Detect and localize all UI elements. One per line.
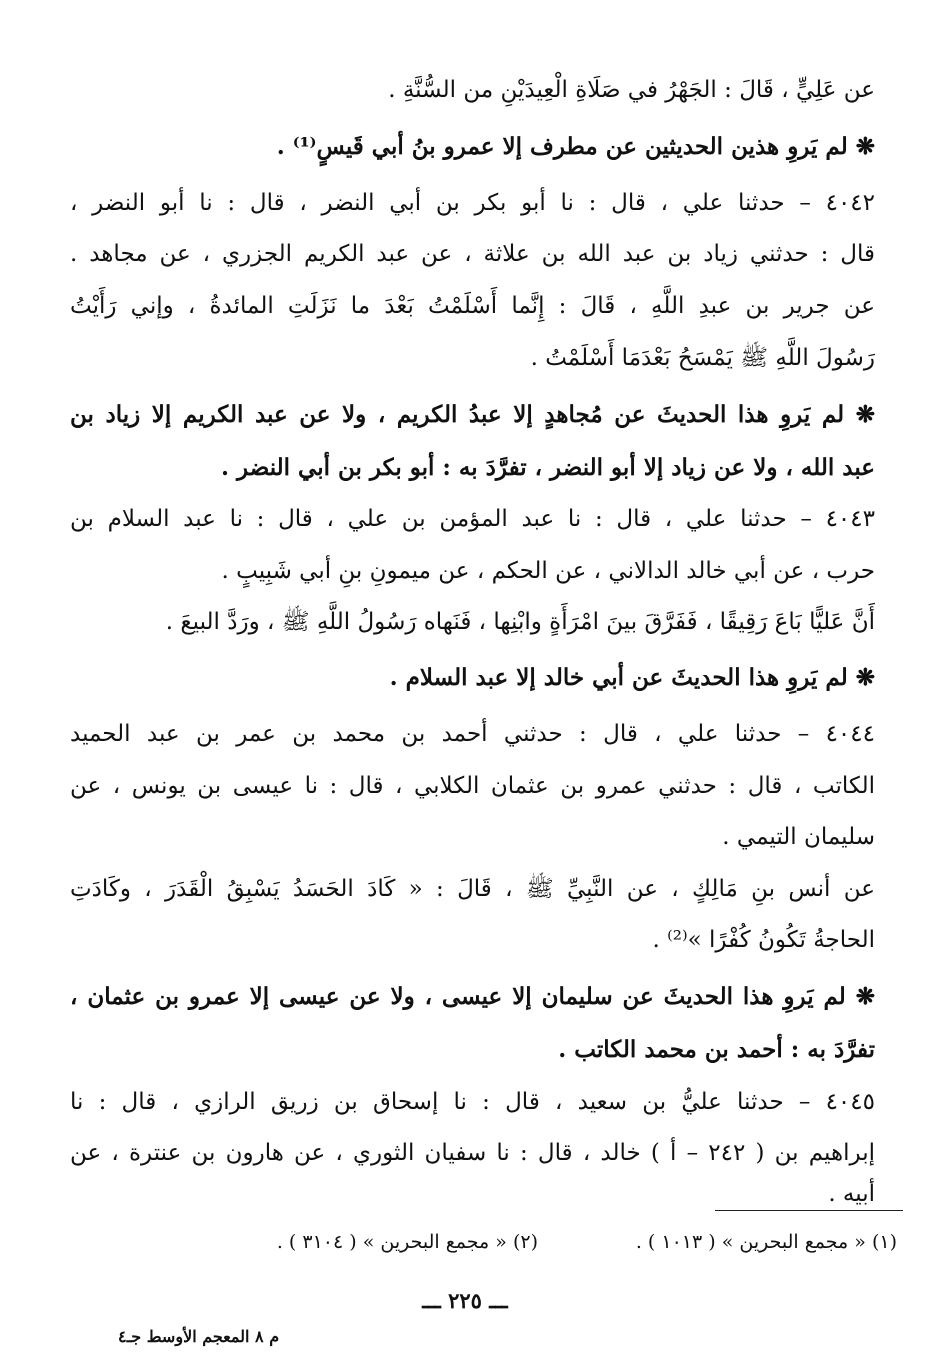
- commentary-line: عبد الله ، ولا عن زياد إلا أبو النضر ، تفرَّدَ به : أبو بكر بن أبي النضر .: [221, 454, 875, 481]
- hadith-text-line: رَسُولَ اللَّهِ ﷺ يَمْسَحُ بَعْدَمَا أَسْلَمْتُ .: [530, 345, 875, 371]
- footnote-divider: [715, 1210, 903, 1211]
- hadith-text-line: سليمان التيمي .: [722, 824, 875, 850]
- hadith-text-line: عن عَلِيٍّ ، قَالَ : الجَهْرُ في صَلَاةِ الْعِيدَيْنِ من السُّنَّةِ .: [388, 77, 875, 103]
- commentary-line: ❋ لم يَروِ هذا الحديثَ عن مُجاهدٍ إلا عبدُ الكريم ، ولا عن عبد الكريم إلا زياد بن: [70, 401, 875, 428]
- hadith-text-line: ٤٠٤٤ – حدثنا علي ، قال : حدثني أحمد بن محمد بن عمر بن عبد الحميد: [70, 721, 875, 747]
- hadith-text-line: عن جرير بن عبدِ اللَّهِ ، قَالَ : إِنَّما أَسْلَمْتُ بَعْدَ ما نَزَلَتِ المائدةُ ، وإني رَأَيْتُ: [70, 293, 875, 319]
- hadith-text-line: عن أنس بنِ مَالِكٍ ، عن النَّبِيِّ ﷺ ، قَالَ : « كَادَ الحَسَدُ يَسْبِقُ الْقَدَرَ ، وكَادَتِ: [70, 876, 875, 902]
- hadith-text-line: قال : حدثني زياد بن عبد الله بن علاثة ، عن عبد الكريم الجزري ، عن مجاهد .: [70, 241, 875, 267]
- hadith-text-line: ٤٠٤٥ – حدثنا عليُّ بن سعيد ، قال : نا إسحاق بن زريق الرازي ، قال : نا: [70, 1089, 875, 1115]
- hadith-text-line: أَنَّ عَليًّا بَاعَ رَقِيقًا ، فَفَرَّقَ بينَ امْرَأَةٍ وابْنِها ، فَنَهاه رَسُولُ اللَّهِ ﷺ ، ورَدَّ البيعَ .: [165, 609, 875, 635]
- footnote-2: (٢) « مجمع البحرين » ( ٣١٠٤ ) .: [276, 1231, 538, 1253]
- hadith-text-line: ٤٠٤٣ – حدثنا علي ، قال : نا عبد المؤمن بن علي ، قال : نا عبد السلام بن: [70, 506, 875, 532]
- hadith-text-line: الحاجةُ تَكُونُ كُفْرًا »⁽²⁾ .: [652, 927, 875, 953]
- hadith-text-line: أبيه .: [828, 1181, 875, 1207]
- commentary-line: ❋ لم يَروِ هذين الحديثين عن مطرف إلا عمرو بنُ أبي قَيسٍ⁽¹⁾ .: [276, 133, 875, 160]
- commentary-line: تفرَّدَ به : أحمد بن محمد الكاتب .: [558, 1036, 875, 1063]
- commentary-line: ❋ لم يَروِ هذا الحديثَ عن سليمان إلا عيسى ، ولا عن عيسى إلا عمرو بن عثمان ،: [70, 983, 875, 1010]
- footnote-1: (١) « مجمع البحرين » ( ١٠١٣ ) .: [635, 1231, 897, 1253]
- hadith-text-line: حرب ، عن أبي خالد الدالاني ، عن الحكم ، عن ميمونِ بنِ أبي شَبِيبٍ .: [221, 558, 875, 584]
- page-number: ـــ ٢٢٥ ـــ: [422, 1288, 508, 1313]
- hadith-text-line: الكاتب ، قال : حدثني عمرو بن عثمان الكلابي ، قال : نا عيسى بن يونس ، عن: [70, 773, 875, 799]
- printer-signature: م ٨ المعجم الأوسط جـ٤: [118, 1327, 280, 1346]
- commentary-line: ❋ لم يَروِ هذا الحديثَ عن أبي خالد إلا عبد السلام .: [389, 664, 875, 691]
- hadith-text-line: ٤٠٤٢ – حدثنا علي ، قال : نا أبو بكر بن أبي النضر ، قال : نا أبو النضر ،: [70, 190, 875, 216]
- hadith-text-line: إبراهيم بن ( ٢٤٢ – أ ) خالد ، قال : نا سفيان الثوري ، عن هارون بن عنترة ، عن: [70, 1140, 875, 1166]
